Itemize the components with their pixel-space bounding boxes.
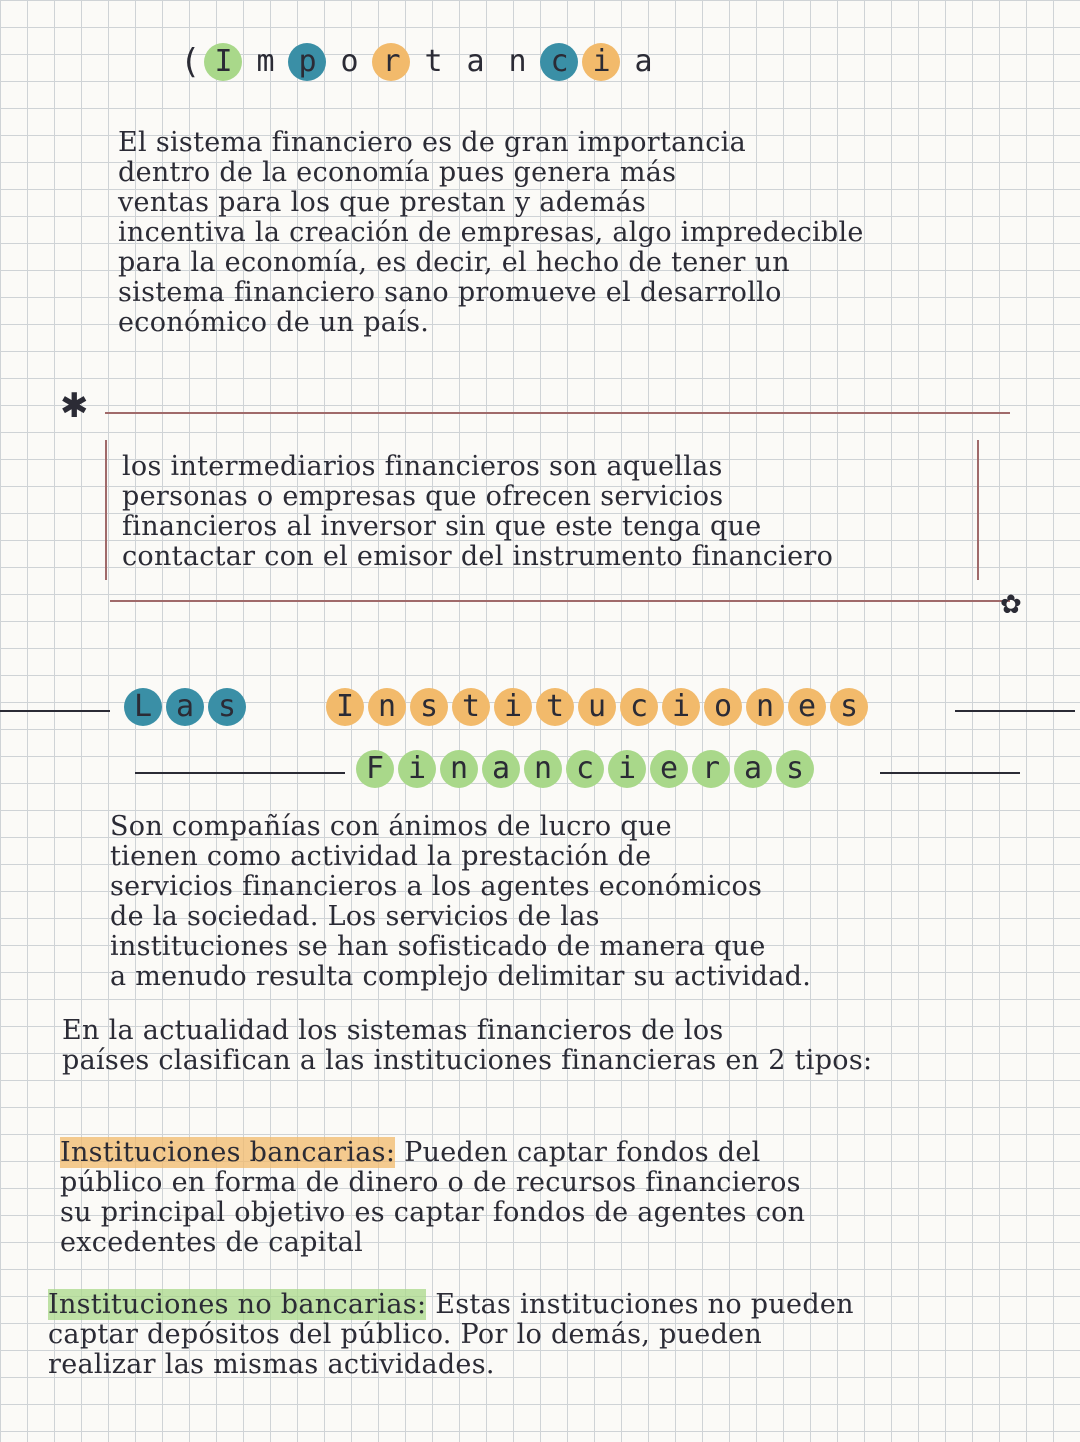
paragraph-intermediarios-line: contactar con el emisor del instrumento financiero [122,541,834,572]
paragraph-intermediarios-line: los intermediarios financieros son aquellas [122,451,723,482]
heading-las [124,688,246,726]
paragraph-instituciones-line: a menudo resulta complejo delimitar su actividad. [110,961,812,992]
heading-dash-right-2 [880,772,1020,774]
paragraph-instituciones-line: instituciones se han sofisticado de manera que [110,931,766,962]
definition-bancarias [60,1138,805,1258]
heading-letter: r [372,43,410,81]
heading-letter: t [536,688,574,726]
paragraph-clasificacion-line: En la actualidad los sistemas financieros de los [62,1015,724,1046]
heading-letter: c [540,43,578,81]
paragraph-importancia-line: dentro de la economía pues genera más [118,157,677,188]
heading-letter: i [494,688,532,726]
divider-bottom [110,600,1010,602]
paragraph-importancia-line: incentiva la creación de empresas, algo impredecible [118,217,864,248]
heading-letter: a [634,44,653,79]
paragraph-instituciones-line: de la sociedad. Los servicios de las [110,901,600,932]
paragraph-importancia-line: sistema financiero sano promueve el desarrollo [118,277,782,308]
heading-letter: s [410,688,448,726]
term-no-bancarias: Instituciones no bancarias: [48,1289,427,1320]
heading-letter: s [830,688,868,726]
heading-letter: n [368,688,406,726]
paragraph-importancia-line: económico de un país. [118,307,430,338]
definition-no-bancarias [48,1290,854,1380]
heading-dash-left [0,710,110,712]
paragraph-importancia-line: ventas para los que prestan y además [118,187,647,218]
bancarias-line-3: excedentes de capital [60,1227,364,1258]
heading-letter: i [582,43,620,81]
heading-dash-right [955,710,1075,712]
bancarias-line-1: público en forma de dinero o de recursos financieros [60,1167,801,1198]
heading-open-paren: ( [180,42,201,82]
flower-ornament-icon: ✿ [1000,590,1022,620]
paragraph-clasificacion [62,1016,872,1076]
heading-financieras [356,750,814,788]
heading-letter: n [440,750,478,788]
paragraph-intermediarios-line: financieros al inversor sin que este tenga que [122,511,762,542]
heading-letter: a [466,44,485,79]
heading-letter: s [776,750,814,788]
flower-ornament-icon: ✱ [60,386,89,426]
heading-letter: r [692,750,730,788]
paragraph-instituciones-line: tienen como actividad la prestación de [110,841,652,872]
heading-letter: u [578,688,616,726]
heading-letter: e [650,750,688,788]
paragraph-clasificacion-line: países clasifican a las instituciones financieras en 2 tipos: [62,1045,873,1076]
heading-letter: a [482,750,520,788]
heading-dash-left-2 [135,772,345,774]
heading-letter: i [608,750,646,788]
heading-letter: t [424,44,443,79]
paragraph-intermediarios-line: personas o empresas que ofrecen servicios [122,481,724,512]
heading-instituciones [326,688,868,726]
heading-letter: e [788,688,826,726]
term-bancarias: Instituciones bancarias: [60,1137,396,1168]
paragraph-instituciones-line: servicios financieros a los agentes económicos [110,871,763,902]
heading-letter: L [124,688,162,726]
paragraph-intermediarios [122,452,833,572]
heading-letter: i [398,750,436,788]
heading-letter: a [166,688,204,726]
paragraph-instituciones-line: Son compañías con ánimos de lucro que [110,811,672,842]
heading-letter: s [208,688,246,726]
heading-letter: n [508,44,527,79]
heading-letter: i [662,688,700,726]
heading-letter: a [734,750,772,788]
heading-letter: I [204,43,242,81]
paragraph-importancia-line: para la economía, es decir, el hecho de tener un [118,247,790,278]
divider-top [105,412,1010,414]
heading-letter: c [620,688,658,726]
heading-letter: n [746,688,784,726]
heading-letter: o [340,44,359,79]
heading-letter: t [452,688,490,726]
heading-letter: o [704,688,742,726]
no-bancarias-line-2: realizar las mismas actividades. [48,1349,495,1380]
heading-letter: I [326,688,364,726]
heading-letter: F [356,750,394,788]
paragraph-importancia-line: El sistema financiero es de gran importancia [118,127,746,158]
heading-letter: c [566,750,604,788]
no-bancarias-line-0: Estas instituciones no pueden [435,1289,854,1320]
paragraph-instituciones [110,812,811,992]
heading-letter: n [524,750,562,788]
no-bancarias-line-1: captar depósitos del público. Por lo demás, pueden [48,1319,763,1350]
bancarias-line-2: su principal objetivo es captar fondos de agentes con [60,1197,806,1228]
heading-letter: p [288,43,326,81]
bancarias-line-0: Pueden captar fondos del [404,1137,761,1168]
heading-letter: m [256,44,275,79]
heading-letters [204,43,662,81]
paragraph-importancia [118,128,864,338]
heading-importancia [180,42,662,82]
